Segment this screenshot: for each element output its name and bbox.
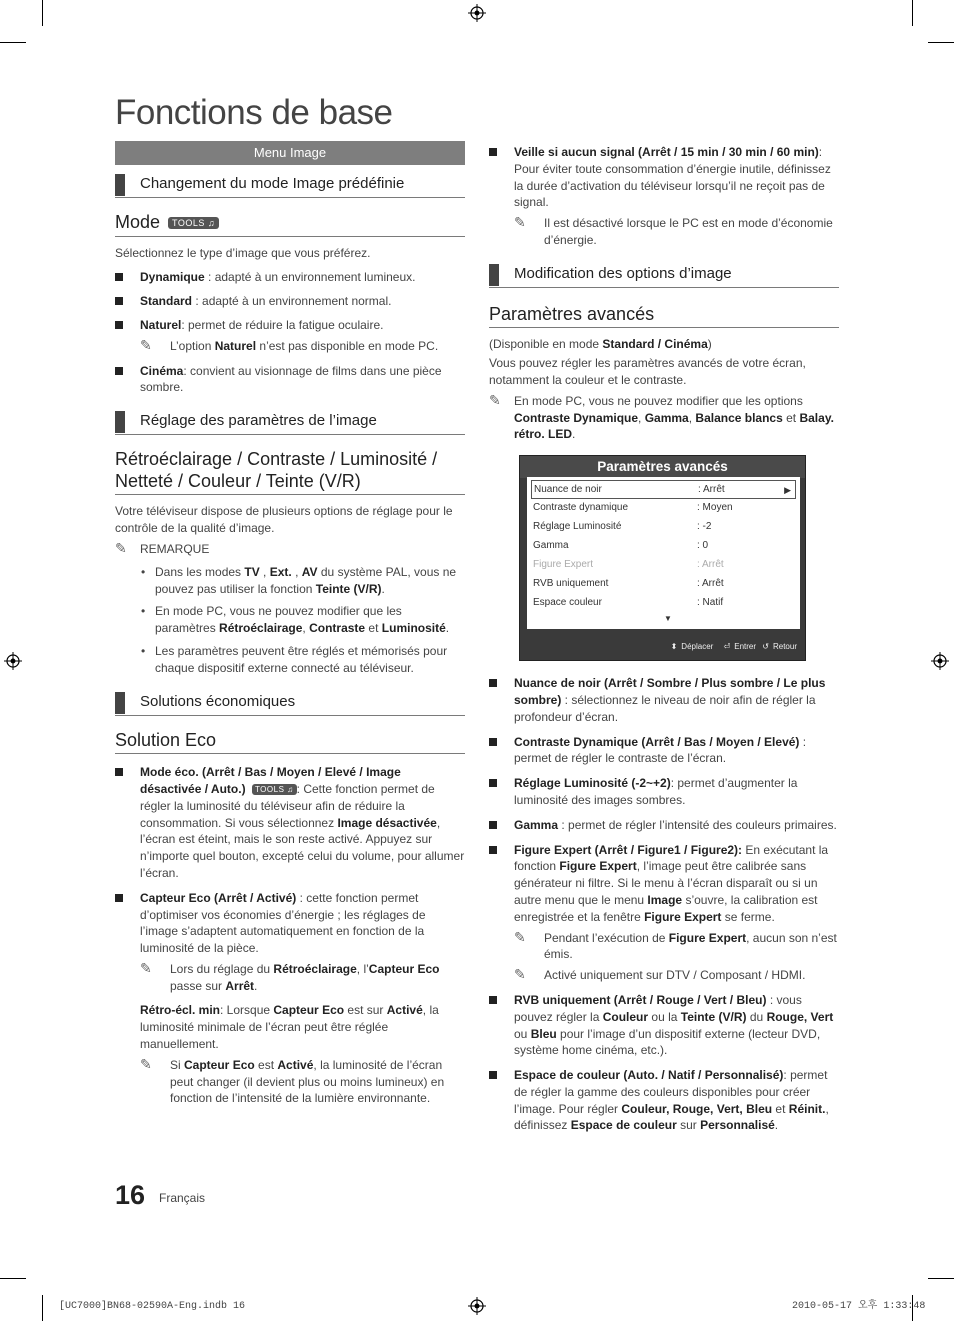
page-language: Français bbox=[159, 1191, 206, 1205]
note-pencil-icon: ✎ bbox=[140, 1055, 152, 1072]
section-mode-title bbox=[115, 212, 465, 237]
tools-label: TOOLS bbox=[254, 785, 285, 795]
note: ✎ En mode PC, vous ne pouvez modifier que les options Contraste Dynamique, Gamma, Balance blancs et Balay. rétro. LED. bbox=[489, 391, 834, 442]
list-item: Naturel: permet de réduire la fatigue oculaire. ✎ L’option Naturel n’est pas disponible en mode PC. bbox=[115, 317, 465, 355]
mode-intro: Sélectionnez le type d’image que vous préférez. bbox=[115, 245, 371, 260]
bullet-dot-icon: • bbox=[141, 643, 146, 658]
osd-row-rgb-only[interactable]: RVB uniquement : Arrêt bbox=[533, 578, 724, 590]
registration-mark-icon bbox=[468, 1297, 486, 1315]
advanced-availability: (Disponible en mode Standard / Cinéma) bbox=[489, 337, 712, 352]
remark-item: • Dans les modes TV , Ext. , AV du système PAL, vous ne pouvez pas utiliser la fonction Teinte (V/R). bbox=[141, 564, 457, 596]
bullet-square-icon bbox=[489, 846, 497, 854]
bullet-square-icon bbox=[115, 894, 123, 902]
advanced-intro: Vous pouvez régler les paramètres avancés de votre écran, notamment la couleur et le contraste. bbox=[489, 356, 806, 387]
crop-mark bbox=[0, 42, 26, 43]
note-pencil-icon: ✎ bbox=[489, 391, 501, 408]
backlight-min-text: Rétro-écl. min: Lorsque Capteur Eco est sur Activé, la luminosité minimale de l’écran peut être réglée manuellement. bbox=[140, 1003, 439, 1052]
crop-mark bbox=[0, 1278, 26, 1279]
list-item: Capteur Eco (Arrêt / Activé) : cette fonction permet d’optimiser vos économies d’énergie ; les réglages de l’image s’adaptent automatiquement en fonction de la luminosité de la pièce. ✎ Lors du réglage du Rétroéclairage, l’Capteur Eco passe sur Arrêt. Rétro-écl. min: Lorsque Capteur Eco est sur Activé, la luminosité minimale de l’écran peut être réglée manuellement. ✎ Si Capteur Eco est Activé, la luminosité de l’écran peut changer (il devient plus ou moins lumineux) en fonction de l’intensité de la lumière environnante. bbox=[115, 890, 465, 1108]
crop-mark bbox=[928, 1278, 954, 1279]
updown-arrow-icon: ⬍ bbox=[670, 642, 678, 652]
bullet-square-icon bbox=[115, 768, 123, 776]
tools-label: TOOLS bbox=[172, 218, 205, 229]
enter-icon: ⏎ bbox=[723, 642, 731, 652]
bullet-square-icon bbox=[115, 297, 123, 305]
page-number: 16 bbox=[115, 1180, 146, 1210]
osd-row-expert-pattern: Figure Expert : Arrêt bbox=[533, 559, 724, 571]
return-icon: ↺ bbox=[762, 642, 769, 652]
subheading-preset-mode: Changement du mode Image prédéfinie bbox=[115, 173, 465, 198]
note: ✎ Si Capteur Eco est Activé, la luminosité de l’écran peut changer (il devient plus ou moins lumineux) en fonction de l’intensité de la lumière environnante. bbox=[140, 1055, 445, 1106]
registration-mark-icon bbox=[931, 652, 949, 670]
remark-item: • Les paramètres peuvent être réglés et mémorisés pour chaque dispositif externe connecté au téléviseur. bbox=[141, 643, 448, 675]
print-slug-file: [UC7000]BN68-02590A-Eng.indb 16 bbox=[59, 1301, 246, 1312]
note-pencil-icon: ✎ bbox=[115, 539, 127, 556]
note-pencil-icon: ✎ bbox=[514, 928, 526, 945]
note-pencil-icon: ✎ bbox=[514, 966, 526, 983]
tools-button-icon: TOOLS ♫ bbox=[168, 217, 219, 229]
note: ✎ L’option Naturel n’est pas disponible en mode PC. bbox=[140, 338, 465, 355]
advanced-settings-osd bbox=[519, 455, 806, 661]
crop-mark bbox=[42, 0, 43, 26]
note-pencil-icon: ✎ bbox=[514, 214, 526, 231]
osd-row-color-space[interactable]: Espace couleur : Natif bbox=[533, 597, 724, 609]
print-slug-date: 2010-05-17 오후 1:33:48 bbox=[792, 1301, 926, 1312]
bullet-square-icon bbox=[489, 738, 497, 746]
osd-row-dynamic-contrast[interactable]: Contraste dynamique : Moyen bbox=[533, 502, 733, 514]
list-item: RVB uniquement (Arrêt / Rouge / Vert / Bleu) : vous pouvez régler la Couleur ou la Teinte (V/R) du Rouge, Vert ou Bleu pour l’image d’un dispositif externe (lecteur DVD, système home cinéma, etc.). bbox=[489, 992, 839, 1059]
bullet-dot-icon: • bbox=[141, 604, 146, 619]
registration-mark-icon bbox=[4, 652, 22, 670]
bullet-square-icon bbox=[489, 779, 497, 787]
bullet-square-icon bbox=[489, 1071, 497, 1079]
osd-row-brightness[interactable]: Réglage Luminosité : -2 bbox=[533, 521, 712, 533]
osd-row-black-tone[interactable]: Nuance de noir : Arrêt ▶ bbox=[531, 480, 796, 499]
left-column bbox=[115, 141, 465, 1107]
list-item: Standard : adapté à un environnement normal. bbox=[115, 293, 465, 310]
tools-button-icon: TOOLS ♫ bbox=[252, 784, 297, 795]
osd-title: Paramètres avancés bbox=[520, 456, 805, 478]
list-item: Dynamique : adapté à un environnement lumineux. bbox=[115, 269, 465, 286]
right-column bbox=[489, 144, 839, 1134]
list-item: Nuance de noir (Arrêt / Sombre / Plus sombre / Le plus sombre) : sélectionnez le niveau de noir afin de régler la profondeur d’écran. bbox=[489, 675, 839, 725]
mode-title-text: Mode bbox=[115, 212, 161, 232]
registration-mark-icon bbox=[468, 4, 486, 22]
bullet-square-icon bbox=[489, 821, 497, 829]
remark-item: • En mode PC, vous ne pouvez modifier que les paramètres Rétroéclairage, Contraste et Luminosité. bbox=[141, 604, 450, 636]
list-item: Cinéma: convient au visionnage de films dans une pièce sombre. bbox=[115, 363, 465, 397]
backlight-intro: Votre téléviseur dispose de plusieurs options de réglage pour le contrôle de la qualité d’image. bbox=[115, 504, 453, 536]
list-item: Espace de couleur (Auto. / Natif / Personnalisé): permet de régler la gamme des couleurs disponibles pour créer l’image. Pour régler Couleur, Rouge, Vert, Bleu et Réinit., définissez Espace de couleur sur Personnalisé. bbox=[489, 1067, 839, 1134]
menu-image-bar: Menu Image bbox=[115, 141, 465, 165]
subheading-eco-solutions: Solutions économiques bbox=[115, 691, 465, 716]
crop-mark bbox=[42, 1295, 43, 1321]
list-item: Gamma : permet de régler l’intensité des couleurs primaires. bbox=[489, 817, 839, 834]
section-backlight-title: Rétroéclairage / Contraste / Luminosité / Netteté / Couleur / Teinte (V/R) bbox=[115, 449, 465, 495]
list-item: Contraste Dynamique (Arrêt / Bas / Moyen / Elevé) : permet de régler le contraste de l’écran. bbox=[489, 734, 839, 768]
section-advanced-title: Paramètres avancés bbox=[489, 304, 839, 329]
bullet-square-icon bbox=[489, 148, 497, 156]
section-eco-title: Solution Eco bbox=[115, 730, 465, 755]
crop-mark bbox=[928, 42, 954, 43]
bullet-square-icon bbox=[489, 996, 497, 1004]
osd-menu-panel bbox=[527, 477, 800, 629]
remark-heading: ✎ REMARQUE bbox=[115, 541, 465, 558]
note-pencil-icon: ✎ bbox=[140, 959, 152, 976]
note: ✎ Lors du réglage du Rétroéclairage, l’Capteur Eco passe sur Arrêt. bbox=[140, 959, 440, 993]
bullet-square-icon bbox=[115, 321, 123, 329]
list-item: Figure Expert (Arrêt / Figure1 / Figure2): En exécutant la fonction Figure Expert, l’image peut être calibrée sans générateur ni filtre. Si le menu à l’écran disparaît ou si un autre menu que le menu Image s’ouvre, la calibration est enregistrée et la fenêtre Figure Expert se ferme. ✎ Pendant l’exécution de Figure Expert, aucun son n’est émis. ✎ Activé uniquement sur DTV / Composant / HDMI. bbox=[489, 842, 839, 984]
arrow-down-icon: ▼ bbox=[664, 614, 672, 624]
note: ✎ Il est désactivé lorsque le PC est en mode d’économie d’énergie. bbox=[514, 214, 833, 247]
osd-row-gamma[interactable]: Gamma : 0 bbox=[533, 540, 709, 552]
list-item: Mode éco. (Arrêt / Bas / Moyen / Elevé / Image désactivée / Auto.) TOOLS ♫ : Cette fonction permet de régler la luminosité du téléviseur afin de réduire la consommation. Si vous sélectionnez Image désactivée, l’écran est éteint, mais le son reste activé. Appuyez sur n’importe quel bouton, excepté celui du volume, pour allumer l’écran. bbox=[115, 764, 465, 882]
list-item: Veille si aucun signal (Arrêt / 15 min / 30 min / 60 min): Pour éviter toute consommation d’énergie inutile, définissez la durée d’activation du téléviseur lorsqu’il ne reçoit pas de signal. ✎ Il est désactivé lorsque le PC est en mode d’économie d’énergie. bbox=[489, 144, 839, 249]
page-title: Fonctions de base bbox=[115, 93, 393, 132]
bullet-square-icon bbox=[115, 273, 123, 281]
note-pencil-icon: ✎ bbox=[140, 336, 152, 353]
note: ✎ Pendant l’exécution de Figure Expert, aucun son n’est émis. bbox=[514, 928, 837, 962]
note: ✎ Activé uniquement sur DTV / Composant / HDMI. bbox=[514, 967, 839, 984]
list-item: Réglage Luminosité (-2~+2): permet d’augmenter la luminosité des images sombres. bbox=[489, 775, 839, 809]
bullet-square-icon bbox=[115, 367, 123, 375]
subheading-picture-settings: Réglage des paramètres de l’image bbox=[115, 410, 465, 435]
bullet-square-icon bbox=[489, 679, 497, 687]
bullet-dot-icon: • bbox=[141, 564, 146, 579]
arrow-right-icon: ▶ bbox=[784, 485, 791, 496]
subheading-image-options: Modification des options d’image bbox=[489, 263, 839, 288]
crop-mark bbox=[912, 0, 913, 26]
osd-footer: ⬍ Déplacer ⏎ Entrer ↺ Retour bbox=[670, 642, 797, 652]
